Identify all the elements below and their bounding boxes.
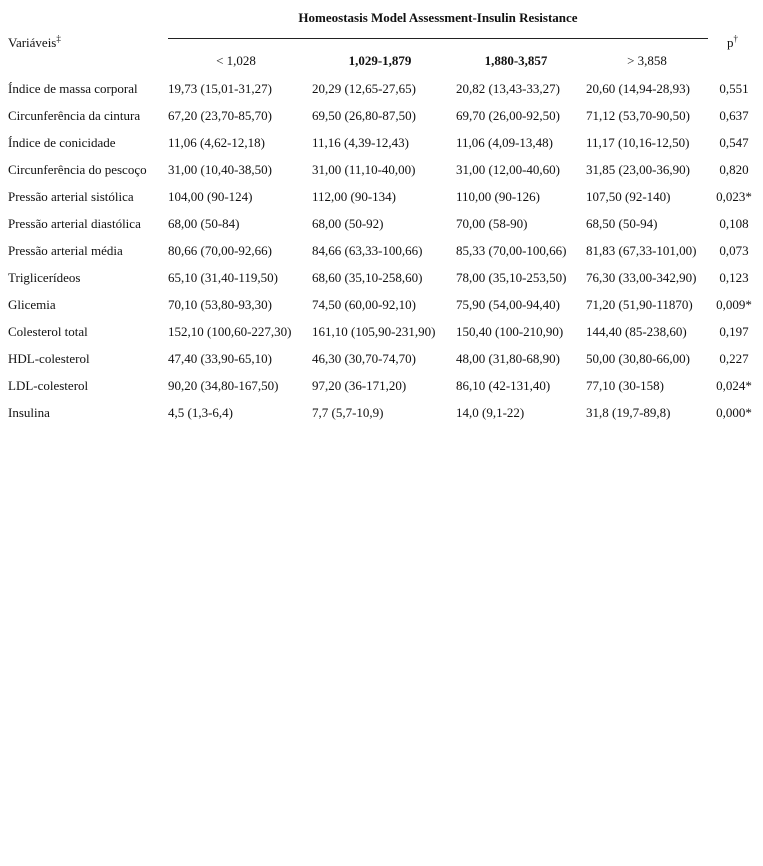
cell-q3: 78,00 (35,10-253,50) — [456, 270, 567, 285]
cell-p-value: 0,108 — [719, 216, 749, 231]
cell-q4: 11,17 (10,16-12,50) — [586, 135, 690, 150]
cell-q3: 48,00 (31,80-68,90) — [456, 351, 560, 366]
row-label: Pressão arterial média — [8, 243, 123, 258]
row-label: Colesterol total — [8, 324, 88, 339]
row-label: Triglicerídeos — [8, 270, 81, 285]
p-header-label: p — [727, 35, 734, 50]
table-row — [0, 215, 763, 242]
column-header-q4: > 3,858 — [627, 53, 667, 68]
cell-p-value: 0,227 — [719, 351, 749, 366]
cell-q4: 144,40 (85-238,60) — [586, 324, 687, 339]
row-label: LDL-colesterol — [8, 378, 89, 393]
cell-q4: 71,20 (51,90-11870) — [586, 297, 693, 312]
cell-q1: 90,20 (34,80-167,50) — [168, 378, 279, 393]
row-label: Pressão arterial diastólica — [8, 216, 141, 231]
cell-q1: 70,10 (53,80-93,30) — [168, 297, 272, 312]
cell-q3: 20,82 (13,43-33,27) — [456, 81, 560, 96]
cell-p-value: 0,547 — [719, 135, 749, 150]
row-label: HDL-colesterol — [8, 351, 90, 366]
cell-q3: 70,00 (58-90) — [456, 216, 528, 231]
cell-q3: 69,70 (26,00-92,50) — [456, 108, 560, 123]
cell-q1: 152,10 (100,60-227,30) — [168, 324, 292, 339]
cell-q2: 7,7 (5,7-10,9) — [312, 405, 384, 420]
cell-p-value: 0,023* — [716, 189, 752, 204]
cell-q3: 11,06 (4,09-13,48) — [456, 135, 554, 150]
cell-q4: 76,30 (33,00-342,90) — [586, 270, 697, 285]
cell-q4: 77,10 (30-158) — [586, 378, 664, 393]
cell-q4: 50,00 (30,80-66,00) — [586, 351, 690, 366]
cell-q3: 31,00 (12,00-40,60) — [456, 162, 560, 177]
cell-q2: 74,50 (60,00-92,10) — [312, 297, 416, 312]
cell-q4: 71,12 (53,70-90,50) — [586, 108, 690, 123]
p-value-column-header — [727, 35, 738, 51]
cell-q2: 69,50 (26,80-87,50) — [312, 108, 416, 123]
cell-q3: 110,00 (90-126) — [456, 189, 541, 204]
variables-header-label: Variáveis — [8, 35, 57, 50]
cell-q2: 68,00 (50-92) — [312, 216, 384, 231]
table-row — [0, 377, 763, 404]
table-row — [0, 80, 763, 107]
cell-q1: 47,40 (33,90-65,10) — [168, 351, 272, 366]
table-row — [0, 323, 763, 350]
cell-q1: 65,10 (31,40-119,50) — [168, 270, 279, 285]
column-header-q3: 1,880-3,857 — [484, 53, 548, 68]
cell-q1: 104,00 (90-124) — [168, 189, 253, 204]
variables-header-footnote-mark: ‡ — [56, 33, 61, 44]
cell-p-value: 0,820 — [719, 162, 749, 177]
cell-q2: 46,30 (30,70-74,70) — [312, 351, 416, 366]
cell-q2: 11,16 (4,39-12,43) — [312, 135, 410, 150]
cell-q2: 161,10 (105,90-231,90) — [312, 324, 436, 339]
cell-p-value: 0,000* — [716, 405, 752, 420]
cell-q4: 68,50 (50-94) — [586, 216, 658, 231]
table-row — [0, 161, 763, 188]
cell-q2: 112,00 (90-134) — [312, 189, 397, 204]
row-label: Circunferência do pescoço — [8, 162, 147, 177]
cell-q4: 81,83 (67,33-101,00) — [586, 243, 697, 258]
cell-q1: 68,00 (50-84) — [168, 216, 240, 231]
table-row — [0, 134, 763, 161]
cell-q3: 150,40 (100-210,90) — [456, 324, 564, 339]
cell-q2: 31,00 (11,10-40,00) — [312, 162, 416, 177]
cell-p-value: 0,197 — [719, 324, 749, 339]
p-header-footnote-mark: † — [733, 33, 738, 44]
column-header-q2: 1,029-1,879 — [348, 53, 412, 68]
variables-column-header — [8, 35, 61, 51]
row-label: Índice de massa corporal — [8, 81, 138, 96]
cell-q3: 85,33 (70,00-100,66) — [456, 243, 567, 258]
cell-q2: 97,20 (36-171,20) — [312, 378, 407, 393]
cell-q1: 19,73 (15,01-31,27) — [168, 81, 272, 96]
cell-q1: 11,06 (4,62-12,18) — [168, 135, 266, 150]
table-row — [0, 188, 763, 215]
cell-q1: 67,20 (23,70-85,70) — [168, 108, 272, 123]
table-row — [0, 350, 763, 377]
table-group-title: Homeostasis Model Assessment-Insulin Resistance — [298, 10, 578, 25]
cell-q4: 31,8 (19,7-89,8) — [586, 405, 671, 420]
cell-q3: 75,90 (54,00-94,40) — [456, 297, 560, 312]
cell-q1: 31,00 (10,40-38,50) — [168, 162, 272, 177]
row-label: Pressão arterial sistólica — [8, 189, 134, 204]
cell-p-value: 0,024* — [716, 378, 752, 393]
row-label: Glicemia — [8, 297, 56, 312]
cell-q3: 86,10 (42-131,40) — [456, 378, 551, 393]
cell-p-value: 0,009* — [716, 297, 752, 312]
cell-q2: 68,60 (35,10-258,60) — [312, 270, 423, 285]
cell-q3: 14,0 (9,1-22) — [456, 405, 525, 420]
row-label: Índice de conicidade — [8, 135, 116, 150]
row-label: Circunferência da cintura — [8, 108, 141, 123]
cell-p-value: 0,123 — [719, 270, 749, 285]
header-divider — [168, 38, 708, 39]
cell-q2: 84,66 (63,33-100,66) — [312, 243, 423, 258]
cell-p-value: 0,551 — [719, 81, 749, 96]
table-row — [0, 404, 763, 431]
cell-p-value: 0,073 — [719, 243, 749, 258]
cell-p-value: 0,637 — [719, 108, 749, 123]
table-body — [0, 80, 763, 431]
table-row — [0, 242, 763, 269]
table-row — [0, 107, 763, 134]
cell-q4: 107,50 (92-140) — [586, 189, 671, 204]
row-label: Insulina — [8, 405, 50, 420]
cell-q1: 80,66 (70,00-92,66) — [168, 243, 272, 258]
table-row — [0, 296, 763, 323]
cell-q1: 4,5 (1,3-6,4) — [168, 405, 233, 420]
table-row — [0, 269, 763, 296]
column-header-q1: < 1,028 — [216, 53, 256, 68]
cell-q4: 31,85 (23,00-36,90) — [586, 162, 690, 177]
cell-q2: 20,29 (12,65-27,65) — [312, 81, 416, 96]
cell-q4: 20,60 (14,94-28,93) — [586, 81, 690, 96]
